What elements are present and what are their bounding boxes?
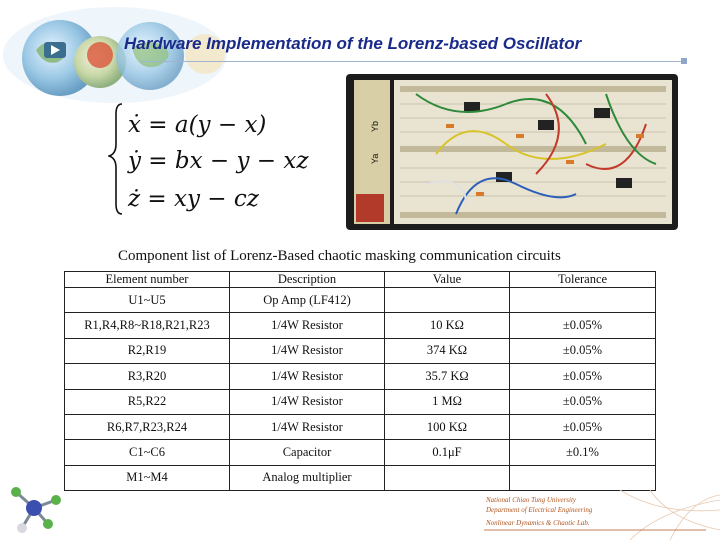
- breadboard-photo: [346, 74, 678, 230]
- table-row: [65, 313, 656, 338]
- cell-element: R1,R4,R8~R18,R21,R23: [65, 313, 230, 338]
- slide-title: Hardware Implementation of the Lorenz-based Oscillator: [124, 34, 582, 53]
- cell-tolerance: ±0.05%: [510, 313, 656, 338]
- cell-description: 1/4W Resistor: [230, 313, 385, 338]
- header-description: Description: [230, 272, 385, 288]
- cell-description: Analog multiplier: [230, 465, 385, 490]
- component-table: [64, 271, 656, 491]
- cell-element: C1~C6: [65, 440, 230, 465]
- cell-value: 10 KΩ: [385, 313, 510, 338]
- cell-description: 1/4W Resistor: [230, 414, 385, 439]
- logo-line-lab: Nonlinear Dynamics & Chaotic Lab.: [486, 519, 590, 527]
- molecule-graphic: [4, 478, 84, 540]
- cell-element: U1~U5: [65, 288, 230, 313]
- cell-value: [385, 465, 510, 490]
- cell-value: 35.7 KΩ: [385, 364, 510, 389]
- cell-tolerance: [510, 288, 656, 313]
- cell-description: 1/4W Resistor: [230, 364, 385, 389]
- table-header-row: [65, 272, 656, 288]
- table-row: [65, 414, 656, 439]
- table-caption: Component list of Lorenz-Based chaotic masking communication circuits: [118, 248, 561, 264]
- lorenz-equations: [108, 100, 318, 220]
- board-label-ya: Ya: [370, 153, 380, 164]
- header-element-number: Element number: [65, 272, 230, 288]
- cell-value: 0.1μF: [385, 440, 510, 465]
- equation-x: ẋ = a(y − x): [128, 112, 267, 138]
- cell-tolerance: [510, 465, 656, 490]
- equation-z: ż = xy − cz: [128, 186, 259, 212]
- cell-value: [385, 288, 510, 313]
- title-underline: [140, 61, 682, 62]
- equation-brace: [109, 104, 122, 214]
- title-underline-end: [681, 58, 687, 64]
- cell-description: Capacitor: [230, 440, 385, 465]
- cell-value: 100 KΩ: [385, 414, 510, 439]
- header-value: Value: [385, 272, 510, 288]
- table-row: [65, 364, 656, 389]
- table-row: [65, 465, 656, 490]
- equation-y: ẏ = bx − y − xz: [128, 148, 309, 174]
- cell-value: 1 MΩ: [385, 389, 510, 414]
- table-row: [65, 440, 656, 465]
- table-row: [65, 338, 656, 363]
- cell-value: 374 KΩ: [385, 338, 510, 363]
- cell-element: R5,R22: [65, 389, 230, 414]
- globe-header-graphic: [0, 0, 230, 110]
- cell-element: R3,R20: [65, 364, 230, 389]
- cell-tolerance: ±0.05%: [510, 364, 656, 389]
- cell-element: M1~M4: [65, 465, 230, 490]
- cell-description: 1/4W Resistor: [230, 338, 385, 363]
- cell-description: Op Amp (LF412): [230, 288, 385, 313]
- cell-tolerance: ±0.1%: [510, 440, 656, 465]
- cell-tolerance: ±0.05%: [510, 338, 656, 363]
- cell-tolerance: ±0.05%: [510, 414, 656, 439]
- header-tolerance: Tolerance: [510, 272, 656, 288]
- table-row: [65, 389, 656, 414]
- cell-element: R6,R7,R23,R24: [65, 414, 230, 439]
- cell-description: 1/4W Resistor: [230, 389, 385, 414]
- table-row: [65, 288, 656, 313]
- cell-element: R2,R19: [65, 338, 230, 363]
- board-label-yb: Yb: [370, 120, 380, 132]
- logo-line-department: Department of Electrical Engineering: [486, 506, 593, 514]
- logo-line-university: National Chiao Tung University: [486, 496, 577, 504]
- cell-tolerance: ±0.05%: [510, 389, 656, 414]
